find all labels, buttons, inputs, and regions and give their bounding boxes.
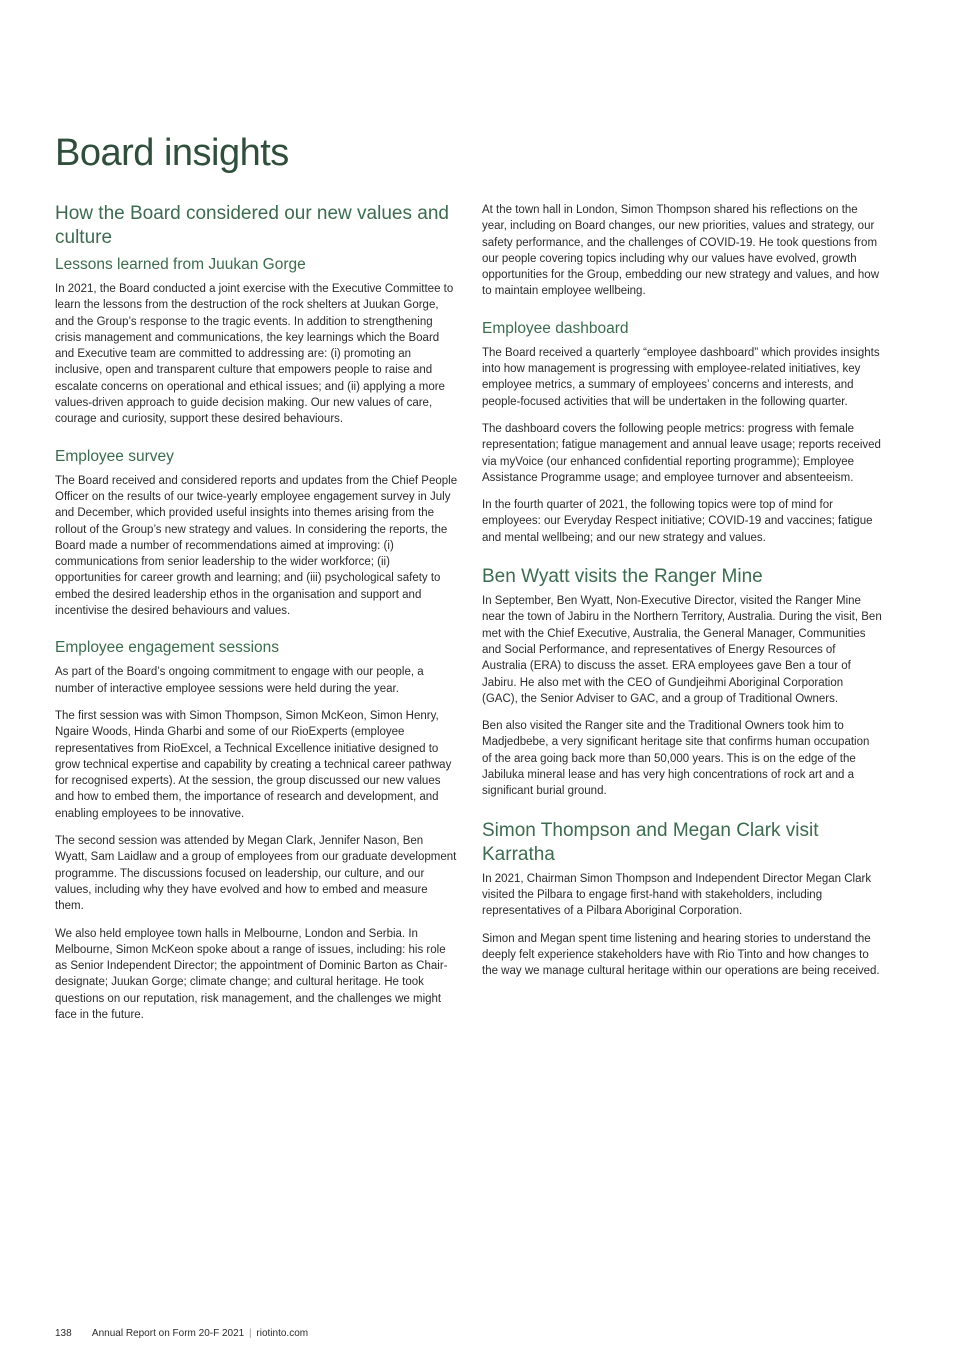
section-heading-employee-dashboard: Employee dashboard <box>482 319 629 337</box>
section-heading-employee-survey: Employee survey <box>55 447 174 465</box>
paragraph-pilbara-visit: In 2021, Chairman Simon Thompson and Independent Director Megan Clark visited the Pilbara to engage first-hand with stakeholders, including representatives of a Pilbara Aboriginal Corporation. <box>482 872 872 918</box>
page-number: 138 <box>55 1328 72 1339</box>
section-heading-karratha: Simon Thompson and Megan Clark visit Karratha <box>482 819 819 865</box>
paragraph-madjedbebe: Ben also visited the Ranger site and the Traditional Owners took him to Madjedbebe, a very significant heritage site that confirms human occupation of the area going back more than 50,000 years. This is on the edge of the Jabiluka mineral lease and has very high concentrations of rock art and a significant burial ground. <box>482 720 870 798</box>
paragraph-first-session: The first session was with Simon Thompson, Simon McKeon, Simon Henry, Ngaire Woods, Hinda Gharbi and some of our RioExperts (employee representatives from RioExcel, a Technical Excellence initiative designed to grow technical expertise and capability by creating a technical career pathway for recognised experts). At the session, the group discussed our new values and how to embed them, the importance of research and development, and enabling employees to be innovative. <box>55 709 452 820</box>
paragraph-juukan-gorge: In 2021, the Board conducted a joint exercise with the Executive Committee to learn the lessons from the destruction of the rock shelters at Juukan Gorge, and the Group’s response to the tragic events. In addition to strengthening crisis management and communications, the key learnings which the Board and Executive team are committed to addressing are: (i) promoting an inclusive, open and transparent culture that empowers people to raise and escalate concerns on operational and ethical issues; and (ii) applying a more values-driven approach to guide decision making. Our new values of care, courage and curiosity, support these desired behaviours. <box>55 283 454 426</box>
section-heading-values-culture: How the Board considered our new values and culture <box>55 203 449 248</box>
paragraph-employee-survey: The Board received and considered reports and updates from the Chief People Officer on the results of our twice-yearly employee engagement survey in July and December, which provided useful insights into themes arising from the rollout of the Group’s new strategy and values. In considering the reports, the Board made a number of recommendations aimed at improving: (i) communications from senior leadership to the wider workforce; (ii) opportunities for career growth and learning; and (iii) psychological safety to embed the desired leadership ethos in the organisation and support and incentivise the desired behaviours and values. <box>55 474 458 618</box>
subheading-juukan-gorge: Lessons learned from Juukan Gorge <box>55 256 306 273</box>
paragraph-ranger-visit: In September, Ben Wyatt, Non-Executive Director, visited the Ranger Mine near the town of Jabiru in the Northern Territory, Australia. During the visit, Ben met with the Chief Executive, Australia, the General Manager, Communities and Social Performance, and representatives of Energy Resources of Australia (ERA) to discuss the asset. ERA employees gave Ben a tour of Jabiru. He also met with the CEO of Gundjeihmi Aboriginal Corporation (GAC), the Senior Adviser to GAC, and a group of Traditional Owners. <box>482 595 882 705</box>
paragraph-dashboard-intro: The Board received a quarterly “employee dashboard” which provides insights into how management is progressing with employee-related initiatives, key employee metrics, a summary of employees’ concerns and interests, and people-focused activities that will be undertaken in the following quarter. <box>482 346 880 408</box>
website-link[interactable]: riotinto.com <box>256 1328 309 1339</box>
paragraph-cultural-heritage: Simon and Megan spent time listening and hearing stories to understand the deeply felt experience stakeholders have with Rio Tinto and how changes to the way we manage cultural heritage within our operations are being received. <box>482 932 880 978</box>
section-heading-ranger-mine: Ben Wyatt visits the Ranger Mine <box>482 566 763 588</box>
paragraph-engagement-intro: As part of the Board’s ongoing commitment to engage with our people, a number of interactive employee sessions were held during the year. <box>55 666 424 695</box>
paragraph-town-halls: We also held employee town halls in Melbourne, London and Serbia. In Melbourne, Simon McKeon spoke about a range of issues, including: his role as Senior Independent Director; the appointment of Dominic Barton as Chair-designate; Juukan Gorge; climate change; and cultural heritage. He took questions on our reputation, risk management, and the challenges we might face in the future. <box>55 927 448 1021</box>
paragraph-london-town-hall: At the town hall in London, Simon Thompson shared his reflections on the year, including on Board changes, our new priorities, values and strategy, our safety performance, and the challenges of COVID-19. He took questions from our people covering topics including why our values have evolved, growth opportunities for the Group, embedding our new strategy and values, and how to maintain employee wellbeing. <box>482 204 879 298</box>
page-footer <box>55 1327 308 1341</box>
left-column <box>55 202 458 1034</box>
footer-separator: | <box>249 1328 252 1339</box>
right-column <box>482 202 882 990</box>
page-title: Board insights <box>55 132 289 174</box>
paragraph-second-session: The second session was attended by Megan Clark, Jennifer Nason, Ben Wyatt, Sam Laidlaw and a group of employees from our graduate development programme. The discussions focused on leadership, our culture, and our values, including why they have evolved and how to embed and measure them. <box>55 835 457 913</box>
section-heading-engagement-sessions: Employee engagement sessions <box>55 639 280 657</box>
report-name: Annual Report on Form 20-F 2021 <box>91 1328 245 1339</box>
paragraph-dashboard-metrics: The dashboard covers the following people metrics: progress with female representation; fatigue management and annual leave usage; reports received via myVoice (our enhanced confidential reporting programme); Employee Assistance Programme usage; and employee turnover and absenteeism. <box>482 422 881 484</box>
paragraph-dashboard-topics: In the fourth quarter of 2021, the following topics were top of mind for employees: our Everyday Respect initiative; COVID-19 and vaccines; fatigue and mental wellbeing; and our new strategy and values. <box>482 499 873 544</box>
